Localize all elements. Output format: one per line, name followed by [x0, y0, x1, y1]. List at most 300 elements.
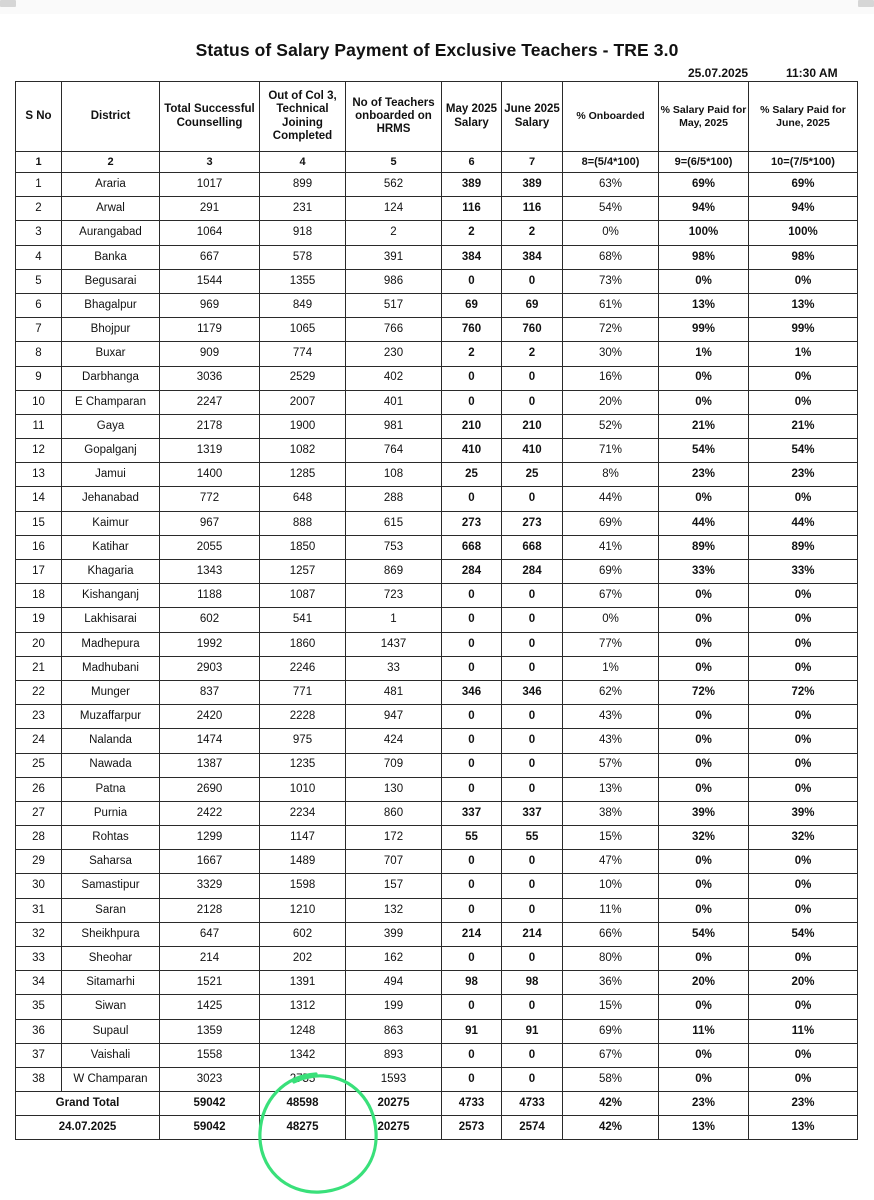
value-cell: 21% [659, 414, 749, 438]
district-cell: Katihar [62, 535, 160, 559]
table-row [16, 680, 858, 704]
index-cell: 5 [346, 152, 442, 173]
total-value-cell: 42% [563, 1092, 659, 1116]
table-row [16, 947, 858, 971]
total-value-cell: 2573 [442, 1116, 502, 1140]
value-cell: 1235 [260, 753, 346, 777]
value-cell: 72% [659, 680, 749, 704]
district-cell: Siwan [62, 995, 160, 1019]
grand-total-row [16, 1092, 858, 1116]
value-cell: 0 [442, 898, 502, 922]
value-cell: 772 [160, 487, 260, 511]
value-cell: 1010 [260, 777, 346, 801]
value-cell: 1593 [346, 1067, 442, 1091]
value-cell: 2755 [260, 1067, 346, 1091]
serial-number-cell: 11 [16, 414, 62, 438]
value-cell: 760 [502, 318, 563, 342]
value-cell: 0 [442, 947, 502, 971]
value-cell: 0% [563, 608, 659, 632]
value-cell: 0% [749, 366, 858, 390]
table-row [16, 390, 858, 414]
district-cell: Begusarai [62, 269, 160, 293]
value-cell: 0% [659, 753, 749, 777]
value-cell: 0 [502, 874, 563, 898]
value-cell: 389 [442, 173, 502, 197]
value-cell: 647 [160, 922, 260, 946]
table-row [16, 342, 858, 366]
total-value-cell: 42% [563, 1116, 659, 1140]
serial-number-cell: 10 [16, 390, 62, 414]
value-cell: 172 [346, 826, 442, 850]
value-cell: 709 [346, 753, 442, 777]
value-cell: 1425 [160, 995, 260, 1019]
header-cell: May 2025 Salary [442, 82, 502, 152]
value-cell: 2246 [260, 656, 346, 680]
value-cell: 15% [563, 826, 659, 850]
serial-number-cell: 27 [16, 801, 62, 825]
value-cell: 91 [442, 1019, 502, 1043]
value-cell: 2055 [160, 535, 260, 559]
value-cell: 20% [659, 971, 749, 995]
value-cell: 0% [659, 898, 749, 922]
index-cell: 7 [502, 152, 563, 173]
value-cell: 0 [502, 705, 563, 729]
value-cell: 1992 [160, 632, 260, 656]
value-cell: 0% [659, 1067, 749, 1091]
value-cell: 47% [563, 850, 659, 874]
value-cell: 1342 [260, 1043, 346, 1067]
value-cell: 116 [502, 197, 563, 221]
serial-number-cell: 15 [16, 511, 62, 535]
value-cell: 602 [160, 608, 260, 632]
serial-number-cell: 32 [16, 922, 62, 946]
value-cell: 402 [346, 366, 442, 390]
value-cell: 214 [502, 922, 563, 946]
value-cell: 273 [502, 511, 563, 535]
value-cell: 55 [442, 826, 502, 850]
value-cell: 0% [749, 1067, 858, 1091]
value-cell: 2128 [160, 898, 260, 922]
district-cell: Samastipur [62, 874, 160, 898]
value-cell: 410 [442, 439, 502, 463]
value-cell: 157 [346, 874, 442, 898]
previous-day-total-row [16, 1116, 858, 1140]
table-row [16, 608, 858, 632]
value-cell: 0% [749, 850, 858, 874]
value-cell: 41% [563, 535, 659, 559]
serial-number-cell: 5 [16, 269, 62, 293]
district-cell: Khagaria [62, 560, 160, 584]
value-cell: 541 [260, 608, 346, 632]
header-cell: % Salary Paid for May, 2025 [659, 82, 749, 152]
value-cell: 1474 [160, 729, 260, 753]
serial-number-cell: 20 [16, 632, 62, 656]
header-cell: District [62, 82, 160, 152]
value-cell: 1 [346, 608, 442, 632]
value-cell: 771 [260, 680, 346, 704]
district-cell: Bhojpur [62, 318, 160, 342]
value-cell: 44% [749, 511, 858, 535]
value-cell: 909 [160, 342, 260, 366]
serial-number-cell: 18 [16, 584, 62, 608]
value-cell: 0% [659, 487, 749, 511]
value-cell: 2529 [260, 366, 346, 390]
corner-mark-right [858, 0, 874, 7]
table-row [16, 293, 858, 317]
value-cell: 0% [749, 898, 858, 922]
serial-number-cell: 7 [16, 318, 62, 342]
value-cell: 0 [442, 269, 502, 293]
value-cell: 230 [346, 342, 442, 366]
value-cell: 68% [563, 245, 659, 269]
table-row [16, 173, 858, 197]
value-cell: 893 [346, 1043, 442, 1067]
value-cell: 346 [502, 680, 563, 704]
value-cell: 2 [502, 221, 563, 245]
district-cell: Madhubani [62, 656, 160, 680]
value-cell: 1210 [260, 898, 346, 922]
district-cell: Supaul [62, 1019, 160, 1043]
value-cell: 766 [346, 318, 442, 342]
district-cell: Saharsa [62, 850, 160, 874]
serial-number-cell: 23 [16, 705, 62, 729]
value-cell: 1355 [260, 269, 346, 293]
value-cell: 199 [346, 995, 442, 1019]
table-row [16, 535, 858, 559]
district-cell: E Champaran [62, 390, 160, 414]
table-row [16, 777, 858, 801]
value-cell: 89% [659, 535, 749, 559]
salary-status-table [15, 81, 858, 1140]
total-value-cell: 23% [659, 1092, 749, 1116]
value-cell: 100% [659, 221, 749, 245]
value-cell: 100% [749, 221, 858, 245]
value-cell: 99% [749, 318, 858, 342]
value-cell: 231 [260, 197, 346, 221]
value-cell: 13% [749, 293, 858, 317]
value-cell: 1082 [260, 439, 346, 463]
value-cell: 2 [346, 221, 442, 245]
value-cell: 975 [260, 729, 346, 753]
total-value-cell: 48598 [260, 1092, 346, 1116]
value-cell: 210 [442, 414, 502, 438]
index-cell: 9=(6/5*100) [659, 152, 749, 173]
value-cell: 0 [442, 608, 502, 632]
table-row [16, 898, 858, 922]
table-row [16, 269, 858, 293]
district-cell: Nawada [62, 753, 160, 777]
value-cell: 11% [749, 1019, 858, 1043]
value-cell: 0 [442, 656, 502, 680]
value-cell: 73% [563, 269, 659, 293]
total-label-cell: 24.07.2025 [16, 1116, 160, 1140]
value-cell: 837 [160, 680, 260, 704]
value-cell: 1400 [160, 463, 260, 487]
value-cell: 91 [502, 1019, 563, 1043]
value-cell: 33% [749, 560, 858, 584]
serial-number-cell: 4 [16, 245, 62, 269]
value-cell: 2234 [260, 801, 346, 825]
value-cell: 44% [659, 511, 749, 535]
report-date: 25.07.2025 [688, 66, 749, 80]
value-cell: 1319 [160, 439, 260, 463]
value-cell: 20% [563, 390, 659, 414]
value-cell: 1299 [160, 826, 260, 850]
value-cell: 0% [659, 656, 749, 680]
value-cell: 0 [502, 269, 563, 293]
table-row [16, 366, 858, 390]
table-row [16, 245, 858, 269]
value-cell: 1489 [260, 850, 346, 874]
value-cell: 39% [659, 801, 749, 825]
value-cell: 384 [502, 245, 563, 269]
value-cell: 54% [659, 922, 749, 946]
value-cell: 2178 [160, 414, 260, 438]
value-cell: 1900 [260, 414, 346, 438]
top-strip [0, 0, 874, 14]
value-cell: 202 [260, 947, 346, 971]
value-cell: 384 [442, 245, 502, 269]
district-cell: Sheikhpura [62, 922, 160, 946]
value-cell: 0 [442, 366, 502, 390]
value-cell: 0% [659, 777, 749, 801]
value-cell: 389 [502, 173, 563, 197]
value-cell: 0 [502, 584, 563, 608]
value-cell: 0 [442, 753, 502, 777]
district-cell: Banka [62, 245, 160, 269]
total-value-cell: 23% [749, 1092, 858, 1116]
value-cell: 98 [442, 971, 502, 995]
report-time: 11:30 AM [786, 66, 838, 80]
value-cell: 0 [502, 777, 563, 801]
table-row [16, 560, 858, 584]
table-row [16, 874, 858, 898]
table-row [16, 1067, 858, 1091]
value-cell: 967 [160, 511, 260, 535]
value-cell: 69% [563, 560, 659, 584]
value-cell: 707 [346, 850, 442, 874]
value-cell: 401 [346, 390, 442, 414]
value-cell: 1064 [160, 221, 260, 245]
value-cell: 0% [749, 995, 858, 1019]
serial-number-cell: 29 [16, 850, 62, 874]
value-cell: 1065 [260, 318, 346, 342]
serial-number-cell: 6 [16, 293, 62, 317]
value-cell: 0% [749, 269, 858, 293]
value-cell: 0% [659, 874, 749, 898]
value-cell: 21% [749, 414, 858, 438]
serial-number-cell: 26 [16, 777, 62, 801]
value-cell: 668 [502, 535, 563, 559]
value-cell: 132 [346, 898, 442, 922]
value-cell: 94% [659, 197, 749, 221]
value-cell: 0% [659, 947, 749, 971]
value-cell: 23% [659, 463, 749, 487]
value-cell: 10% [563, 874, 659, 898]
value-cell: 69% [563, 511, 659, 535]
value-cell: 69% [659, 173, 749, 197]
value-cell: 2 [442, 342, 502, 366]
table-row [16, 656, 858, 680]
index-cell: 4 [260, 152, 346, 173]
value-cell: 1667 [160, 850, 260, 874]
table-row [16, 850, 858, 874]
value-cell: 0% [659, 390, 749, 414]
serial-number-cell: 31 [16, 898, 62, 922]
value-cell: 0 [502, 487, 563, 511]
table-row [16, 753, 858, 777]
index-cell: 1 [16, 152, 62, 173]
district-cell: Sheohar [62, 947, 160, 971]
value-cell: 0 [442, 850, 502, 874]
district-cell: Saran [62, 898, 160, 922]
value-cell: 71% [563, 439, 659, 463]
serial-number-cell: 8 [16, 342, 62, 366]
index-cell: 10=(7/5*100) [749, 152, 858, 173]
total-value-cell: 48275 [260, 1116, 346, 1140]
value-cell: 214 [442, 922, 502, 946]
district-cell: Kaimur [62, 511, 160, 535]
document-title: Status of Salary Payment of Exclusive Teachers - TRE 3.0 [195, 40, 679, 60]
district-cell: Jehanabad [62, 487, 160, 511]
serial-number-cell: 16 [16, 535, 62, 559]
value-cell: 0% [749, 874, 858, 898]
value-cell: 23% [749, 463, 858, 487]
value-cell: 54% [749, 922, 858, 946]
value-cell: 130 [346, 777, 442, 801]
value-cell: 58% [563, 1067, 659, 1091]
district-cell: W Champaran [62, 1067, 160, 1091]
value-cell: 494 [346, 971, 442, 995]
district-cell: Kishanganj [62, 584, 160, 608]
table-row [16, 414, 858, 438]
value-cell: 69 [442, 293, 502, 317]
district-cell: Jamui [62, 463, 160, 487]
value-cell: 0% [749, 608, 858, 632]
value-cell: 410 [502, 439, 563, 463]
serial-number-cell: 35 [16, 995, 62, 1019]
value-cell: 25 [502, 463, 563, 487]
value-cell: 648 [260, 487, 346, 511]
value-cell: 0 [442, 1067, 502, 1091]
value-cell: 77% [563, 632, 659, 656]
value-cell: 981 [346, 414, 442, 438]
value-cell: 2420 [160, 705, 260, 729]
value-cell: 869 [346, 560, 442, 584]
value-cell: 0 [442, 632, 502, 656]
value-cell: 72% [749, 680, 858, 704]
value-cell: 481 [346, 680, 442, 704]
table-row [16, 995, 858, 1019]
district-cell: Lakhisarai [62, 608, 160, 632]
value-cell: 947 [346, 705, 442, 729]
header-cell: S No [16, 82, 62, 152]
value-cell: 39% [749, 801, 858, 825]
total-value-cell: 20275 [346, 1092, 442, 1116]
table-row [16, 463, 858, 487]
value-cell: 2422 [160, 801, 260, 825]
total-value-cell: 13% [659, 1116, 749, 1140]
table-row [16, 632, 858, 656]
value-cell: 918 [260, 221, 346, 245]
district-cell: Buxar [62, 342, 160, 366]
table-row [16, 1043, 858, 1067]
value-cell: 108 [346, 463, 442, 487]
value-cell: 0 [502, 898, 563, 922]
value-cell: 0 [502, 608, 563, 632]
value-cell: 1391 [260, 971, 346, 995]
value-cell: 0 [442, 995, 502, 1019]
value-cell: 44% [563, 487, 659, 511]
total-value-cell: 4733 [442, 1092, 502, 1116]
value-cell: 0% [749, 584, 858, 608]
district-cell: Nalanda [62, 729, 160, 753]
value-cell: 214 [160, 947, 260, 971]
value-cell: 602 [260, 922, 346, 946]
value-cell: 116 [442, 197, 502, 221]
value-cell: 1285 [260, 463, 346, 487]
value-cell: 16% [563, 366, 659, 390]
table-row [16, 729, 858, 753]
value-cell: 0% [749, 632, 858, 656]
value-cell: 0 [502, 632, 563, 656]
serial-number-cell: 28 [16, 826, 62, 850]
value-cell: 1087 [260, 584, 346, 608]
value-cell: 0% [659, 850, 749, 874]
total-value-cell: 13% [749, 1116, 858, 1140]
total-label-cell: Grand Total [16, 1092, 160, 1116]
value-cell: 0% [749, 390, 858, 414]
value-cell: 753 [346, 535, 442, 559]
value-cell: 0 [502, 656, 563, 680]
value-cell: 764 [346, 439, 442, 463]
value-cell: 578 [260, 245, 346, 269]
district-cell: Gaya [62, 414, 160, 438]
value-cell: 69% [749, 173, 858, 197]
value-cell: 3036 [160, 366, 260, 390]
header-cell: Out of Col 3, Technical Joining Completed [260, 82, 346, 152]
value-cell: 424 [346, 729, 442, 753]
value-cell: 11% [659, 1019, 749, 1043]
value-cell: 15% [563, 995, 659, 1019]
value-cell: 1850 [260, 535, 346, 559]
value-cell: 284 [502, 560, 563, 584]
value-cell: 0 [442, 584, 502, 608]
index-cell: 8=(5/4*100) [563, 152, 659, 173]
value-cell: 124 [346, 197, 442, 221]
value-cell: 1387 [160, 753, 260, 777]
value-cell: 2228 [260, 705, 346, 729]
total-value-cell: 4733 [502, 1092, 563, 1116]
serial-number-cell: 24 [16, 729, 62, 753]
value-cell: 13% [659, 293, 749, 317]
value-cell: 3023 [160, 1067, 260, 1091]
value-cell: 273 [442, 511, 502, 535]
value-cell: 860 [346, 801, 442, 825]
serial-number-cell: 38 [16, 1067, 62, 1091]
value-cell: 0% [749, 656, 858, 680]
serial-number-cell: 19 [16, 608, 62, 632]
value-cell: 11% [563, 898, 659, 922]
value-cell: 0% [659, 632, 749, 656]
value-cell: 32% [749, 826, 858, 850]
district-cell: Arwal [62, 197, 160, 221]
table-row [16, 922, 858, 946]
table-row [16, 318, 858, 342]
value-cell: 52% [563, 414, 659, 438]
value-cell: 25 [442, 463, 502, 487]
value-cell: 33% [659, 560, 749, 584]
